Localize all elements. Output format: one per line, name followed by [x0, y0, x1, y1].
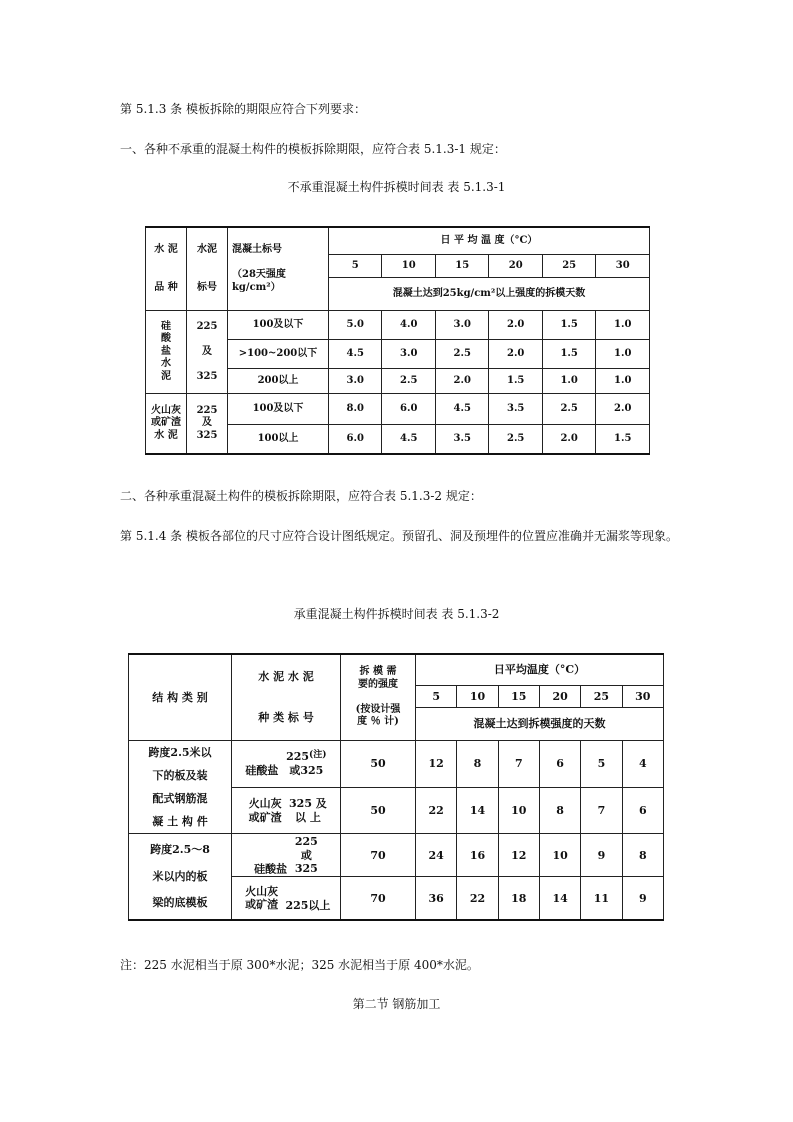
t2-req-cell: 50	[341, 787, 416, 834]
t1-row-label: >100~200以下	[228, 340, 329, 369]
t2-cell: 8	[622, 834, 663, 877]
t2-temp-col: 20	[539, 686, 580, 708]
t2-cell: 9	[622, 877, 663, 921]
t1-cell: 2.5	[489, 425, 542, 455]
section-heading: 第二节 钢筋加工	[352, 997, 441, 1011]
t2-cell: 11	[581, 877, 622, 921]
t1-cell: 2.5	[382, 369, 435, 394]
t1-cell: 3.0	[435, 311, 488, 340]
t2-cement-cell: 硅酸盐 $225^{(注)}$ 或325	[232, 741, 341, 788]
t1-temp-col: 5	[329, 255, 382, 278]
t2-cell: 5	[581, 741, 622, 788]
t2-cement-cell: 硅酸盐 225 或 325	[232, 834, 341, 877]
t2-header-cement: 水 泥 水 泥 种 类 标 号	[232, 654, 341, 741]
t1-header-temperature: 日 平 均 温 度（°C）	[329, 227, 650, 255]
paragraph-nonbearing: 一、各种不承重的混凝土构件的模板拆除期限，应符合表 5.1.3-1 规定：	[120, 142, 506, 156]
t1-group-silicate: 硅 酸 盐 水 泥	[146, 311, 187, 394]
t1-cell: 6.0	[329, 425, 382, 455]
t2-req-cell: 50	[341, 741, 416, 788]
table-bearing-formwork	[128, 653, 664, 921]
t1-cell: 8.0	[329, 394, 382, 425]
table-note: 注：225 水泥相当于原 300*水泥；325 水泥相当于原 400*水泥。	[120, 958, 479, 972]
t1-cell: 1.0	[542, 369, 595, 394]
t1-cell: 2.0	[596, 394, 650, 425]
t1-cell: 3.5	[435, 425, 488, 455]
t1-cell: 1.5	[489, 369, 542, 394]
t2-cell: 6	[539, 741, 580, 788]
t1-cell: 2.0	[489, 311, 542, 340]
t1-cell: 2.5	[435, 340, 488, 369]
t2-temp-col: 10	[457, 686, 498, 708]
t1-cell: 1.5	[542, 311, 595, 340]
t2-temp-col: 5	[416, 686, 457, 708]
t1-temp-col: 25	[542, 255, 595, 278]
t1-header-strength: 混凝土标号 （28天强度 kg/cm²）	[228, 227, 329, 311]
t2-cell: 12	[498, 834, 539, 877]
t2-cell: 16	[457, 834, 498, 877]
t1-cell: 2.0	[542, 425, 595, 455]
t2-header-temperature: 日平均温度（°C）	[416, 654, 664, 686]
table2-caption: 承重混凝土构件拆模时间表 表 5.1.3-2	[293, 607, 500, 621]
t1-cell: 1.0	[596, 369, 650, 394]
t1-group-silicate-grade: 225 及 325	[187, 311, 228, 394]
t2-temp-col: 15	[498, 686, 539, 708]
t2-cell: 10	[498, 787, 539, 834]
t2-cell: 7	[581, 787, 622, 834]
t1-header-grade: 水泥 标号	[187, 227, 228, 311]
t1-row-label: 100及以下	[228, 394, 329, 425]
t2-cell: 24	[416, 834, 457, 877]
t1-temp-col: 30	[596, 255, 650, 278]
t1-cell: 2.0	[435, 369, 488, 394]
t2-temp-col: 30	[622, 686, 663, 708]
t1-cell: 1.0	[596, 311, 650, 340]
t1-cell: 4.5	[435, 394, 488, 425]
t2-temp-col: 25	[581, 686, 622, 708]
t2-group-short-span: 跨度2.5米以 下的板及装 配式钢筋混 凝 土 构 件	[129, 741, 232, 834]
t2-cell: 4	[622, 741, 663, 788]
t1-row-label: 100及以下	[228, 311, 329, 340]
t2-req-cell: 70	[341, 834, 416, 877]
t1-cell: 4.0	[382, 311, 435, 340]
t1-temp-col: 10	[382, 255, 435, 278]
paragraph-bearing: 二、各种承重混凝土构件的模板拆除期限，应符合表 5.1.3-2 规定：	[120, 489, 482, 503]
t2-cell: 7	[498, 741, 539, 788]
t1-cell: 3.5	[489, 394, 542, 425]
t2-header-required-strength: 拆 模 需 要的强度 (按设计强 度 ％ 计)	[341, 654, 416, 741]
t2-cell: 8	[539, 787, 580, 834]
t1-cell: 1.5	[542, 340, 595, 369]
t2-group-long-span: 跨度2.5～8 米以内的板 梁的底模板	[129, 834, 232, 921]
t1-cell: 2.5	[542, 394, 595, 425]
t1-temp-col: 15	[435, 255, 488, 278]
t1-cell: 3.0	[329, 369, 382, 394]
t1-header-cement: 水 泥 品 种	[146, 227, 187, 311]
t2-cell: 8	[457, 741, 498, 788]
t2-cell: 14	[539, 877, 580, 921]
t2-req-cell: 70	[341, 877, 416, 921]
t1-header-days: 混凝土达到25kg/cm²以上强度的拆模天数	[329, 278, 650, 311]
clause-5-1-3: 第 5.1.3 条 模板拆除的期限应符合下列要求：	[120, 102, 366, 116]
t2-cell: 14	[457, 787, 498, 834]
t2-header-type: 结 构 类 别	[129, 654, 232, 741]
t1-row-label: 200以上	[228, 369, 329, 394]
t1-cell: 1.0	[596, 340, 650, 369]
t2-cell: 18	[498, 877, 539, 921]
t2-cell: 10	[539, 834, 580, 877]
t1-group-pozzolan: 火山灰 或矿渣 水 泥	[146, 394, 187, 455]
t2-cell: 9	[581, 834, 622, 877]
t2-cell: 6	[622, 787, 663, 834]
t1-cell: 4.5	[382, 425, 435, 455]
t1-cell: 1.5	[596, 425, 650, 455]
t2-cement-cell: 火山灰 或矿渣 325 及 以 上	[232, 787, 341, 834]
t2-header-days: 混凝土达到拆模强度的天数	[416, 708, 664, 741]
t2-cell: 12	[416, 741, 457, 788]
t2-cell: 36	[416, 877, 457, 921]
t1-cell: 6.0	[382, 394, 435, 425]
t1-cell: 2.0	[489, 340, 542, 369]
t2-cell: 22	[457, 877, 498, 921]
t2-cell: 22	[416, 787, 457, 834]
clause-5-1-4: 第 5.1.4 条 模板各部位的尺寸应符合设计图纸规定。预留孔、洞及预埋件的位置应准确并无漏浆等现象。	[120, 529, 678, 543]
t1-row-label: 100以上	[228, 425, 329, 455]
t1-cell: 4.5	[329, 340, 382, 369]
table-nonbearing-formwork	[145, 226, 650, 455]
t2-cement-cell: 火山灰 或矿渣 225以上	[232, 877, 341, 921]
t1-cell: 5.0	[329, 311, 382, 340]
t1-cell: 3.0	[382, 340, 435, 369]
t1-temp-col: 20	[489, 255, 542, 278]
table1-caption: 不承重混凝土构件拆模时间表 表 5.1.3-1	[287, 180, 506, 194]
t1-group-pozzolan-grade: 225 及 325	[187, 394, 228, 455]
